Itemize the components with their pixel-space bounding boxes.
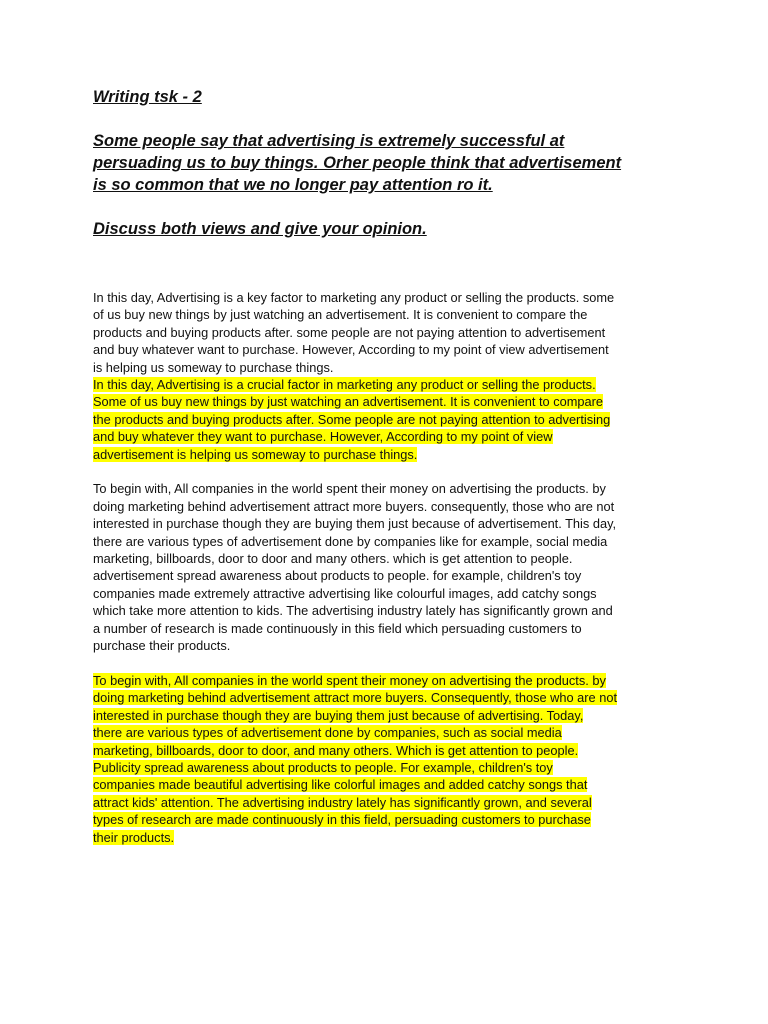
prompt-line: Some people say that advertising is extremely successful at — [93, 132, 565, 150]
text-line: advertisement spread awareness about products to people. for example, children's toy — [93, 568, 582, 584]
text-line: companies made extremely attractive advertising like colourful images, add catchy songs — [93, 585, 597, 601]
highlighted-line: and buy whatever they want to purchase. However, According to my point of view — [93, 429, 553, 445]
paragraph-revised-1 — [93, 376, 693, 463]
text-line: a number of research is made continuously in this field which persuading customers to — [93, 620, 582, 636]
paragraph-original-2 — [93, 480, 693, 654]
text-line: products and buying products after. some people are not paying attention to advertisement — [93, 324, 606, 340]
highlighted-line: marketing, billboards, door to door, and many others. Which is get attention to people. — [93, 742, 579, 758]
paragraph-gap — [93, 655, 693, 672]
text-line: which take more attention to kids. The advertising industry lately has significantly grown and — [93, 603, 613, 619]
highlighted-line: To begin with, All companies in the world spent their money on advertising the products. by — [93, 672, 606, 688]
highlighted-line: companies made beautiful advertising like colorful images and added catchy songs that — [93, 777, 588, 793]
prompt-line: persuading us to buy things. Orher people think that advertisement — [93, 154, 622, 172]
prompt-line: is so common that we no longer pay attention ro it. — [93, 176, 493, 194]
text-line: In this day, Advertising is a key factor to marketing any product or selling the products. some — [93, 290, 615, 305]
text-line: To begin with, All companies in the world spent their money on advertising the products. by — [93, 481, 606, 497]
highlighted-line: Publicity spread awareness about products to people. For example, children's toy — [93, 759, 553, 775]
highlighted-line: In this day, Advertising is a crucial factor in marketing any product or selling the products. — [93, 377, 596, 393]
highlighted-line: advertisement is helping us someway to purchase things. — [93, 446, 418, 462]
text-line: purchase their products. — [93, 638, 231, 654]
text-line: is helping us someway to purchase things. — [93, 359, 334, 375]
highlighted-line: types of research are made continuously in this field, persuading customers to purchase — [93, 812, 591, 828]
highlighted-line: the products and buying products after. Some people are not paying attention to advertising — [93, 411, 611, 427]
highlighted-line: doing marketing behind advertisement attract more buyers. Consequently, those who are not — [93, 690, 618, 706]
highlighted-line: interested in purchase though they are buying them just because of advertising. Today, — [93, 707, 584, 723]
text-line: interested in purchase though they are buying them just because of advertisement. This day, — [93, 516, 617, 532]
text-line: of us buy new things by just watching an advertisement. It is convenient to compare the — [93, 307, 588, 323]
paragraph-gap — [93, 463, 693, 480]
essay-prompt — [93, 130, 693, 196]
document-title: Writing tsk - 2 — [93, 88, 202, 106]
paragraph-original-1 — [93, 289, 693, 376]
highlighted-line: Some of us buy new things by just watching an advertisement. It is convenient to compare — [93, 394, 604, 410]
highlighted-line: their products. — [93, 829, 175, 845]
text-line: doing marketing behind advertisement attract more buyers. consequently, those who are not — [93, 498, 615, 514]
document-body — [93, 86, 693, 846]
essay-instruction: Discuss both views and give your opinion. — [93, 220, 427, 238]
highlighted-line: attract kids' attention. The advertising industry lately has significantly grown, and several — [93, 794, 592, 810]
text-line: marketing, billboards, door to door and many others. which is get attention to people. — [93, 551, 573, 567]
text-line: and buy whatever want to purchase. However, According to my point of view advertisement — [93, 342, 609, 358]
paragraph-revised-2 — [93, 672, 693, 846]
text-line: there are various types of advertisement done by companies like for example, social media — [93, 533, 608, 549]
highlighted-line: there are various types of advertisement done by companies, such as social media — [93, 725, 562, 741]
